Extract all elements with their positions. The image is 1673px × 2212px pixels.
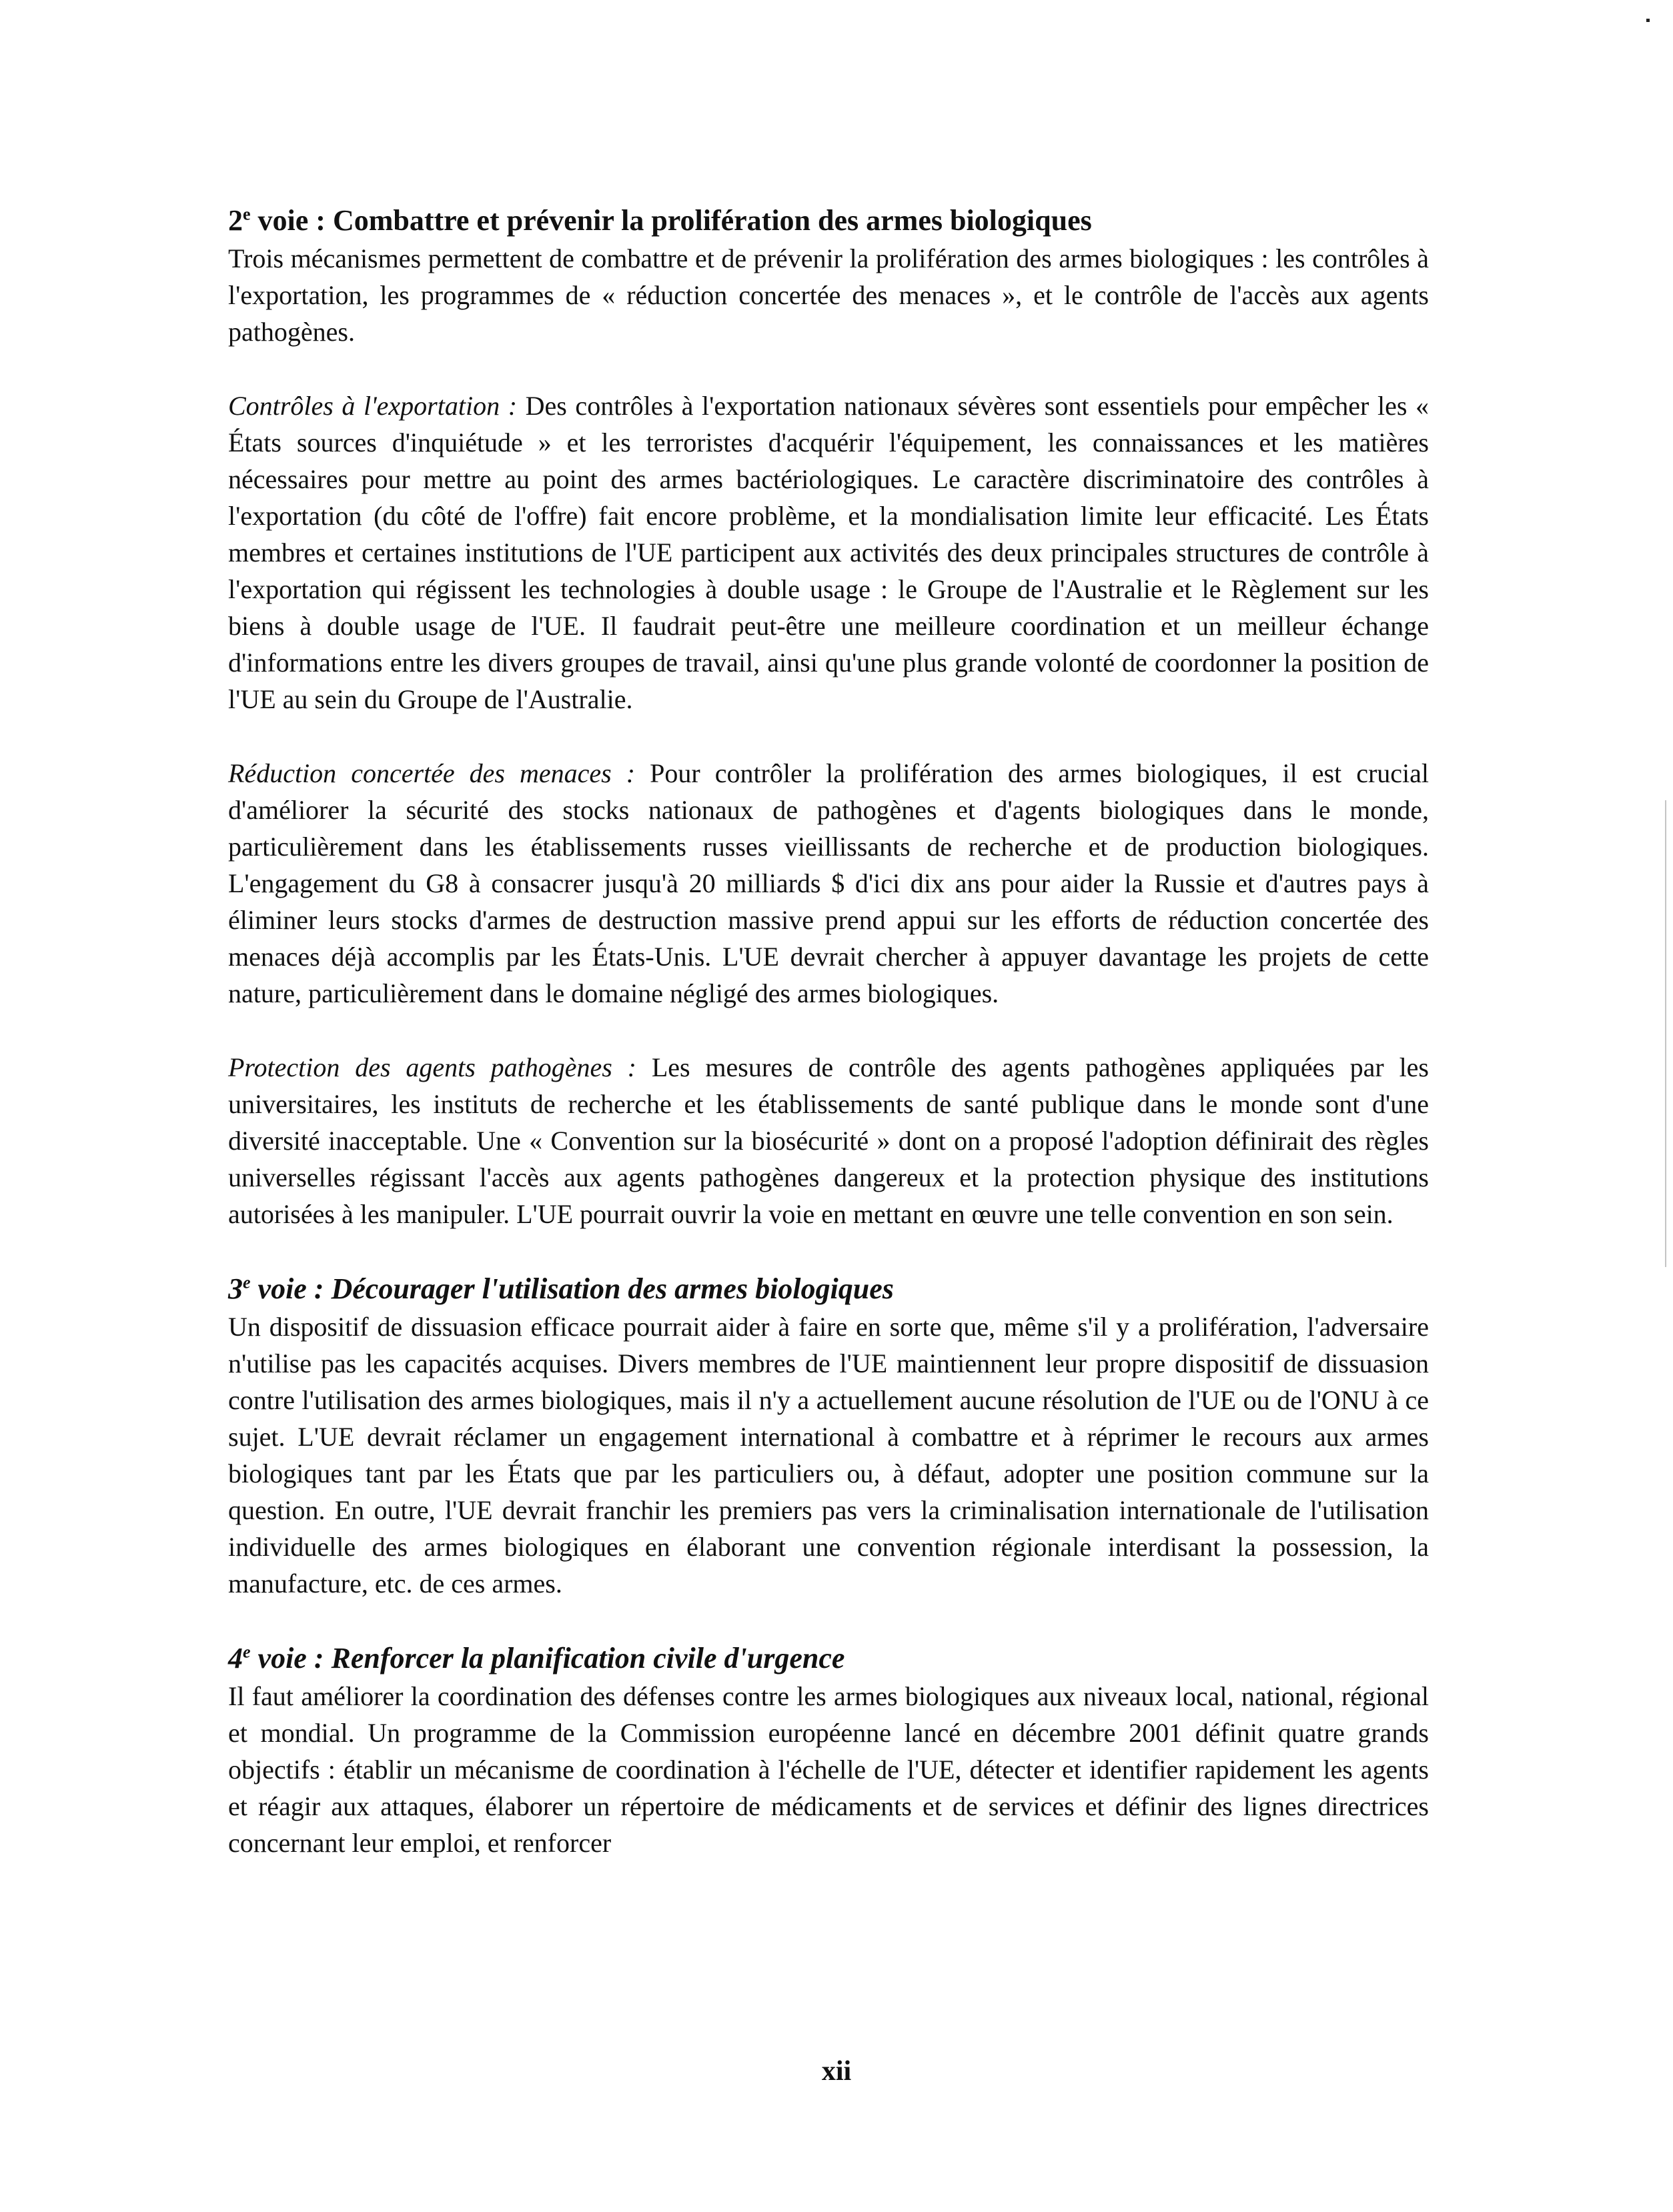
heading-superscript: e [243, 1272, 251, 1292]
export-controls-text: Des contrôles à l'exportation nationaux sévères sont essentiels pour empêcher les « États sources d'inquiétude » et les terroristes d'acquérir l'équipement, les connaissances et les matières nécessaires pour mettre au point des armes bactériologiques. Le caractère discriminatoire des contrôles à l'exportation (du côté de l'offre) fait encore problème, et la mondialisation limite leur efficacité. Les États membres et certaines institutions de l'UE participent aux activités des deux principales structures de contrôle à l'exportation qui régissent les technologies à double usage : le Groupe de l'Australie et le Règlement sur les biens à double usage de l'UE. Il faudrait peut-être une meilleure coordination et un meilleur échange d'informations entre les divers groupes de travail, ainsi qu'une plus grande volonté de coordonner la position de l'UE au sein du Groupe de l'Australie. [228, 391, 1429, 714]
scan-speck [1646, 19, 1650, 22]
section-4-text: Il faut améliorer la coordination des défenses contre les armes biologiques aux niveaux local, national, régional et mondial. Un programme de la Commission européenne lancé en décembre 2001 définit quatre grands objectifs : établir un mécanisme de coordination à l'échelle de l'UE, détecter et identifier rapidement les agents et réagir aux attaques, élaborer un répertoire de médicaments et de services et définir des lignes directrices concernant leur emploi, et renforcer [228, 1681, 1429, 1858]
pathogen-protection-paragraph [228, 1049, 1429, 1232]
heading-number: 4 [228, 1642, 243, 1675]
threat-reduction-label: Réduction concertée des menaces : [228, 758, 636, 788]
section-heading-3 [228, 1270, 1429, 1308]
pathogen-protection-text: Les mesures de contrôle des agents pathogènes appliquées par les universitaires, les instituts de recherche et les établissements de santé publique dans le monde sont d'une diversité inacceptable. Une « Convention sur la biosécurité » dont on a proposé l'adoption définirait des règles universelles régissant l'accès aux agents pathogènes dangereux et la protection physique des institutions autorisées à les manipuler. L'UE pourrait ouvrir la voie en mettant en œuvre une telle convention en son sein. [228, 1052, 1430, 1229]
document-body [228, 201, 1429, 1861]
threat-reduction-text: Pour contrôler la prolifération des armes biologiques, il est crucial d'améliorer la sécurité des stocks nationaux de pathogènes et d'agents biologiques dans le monde, particulièrement dans les établissements russes vieillissants de recherche et de production biologiques. L'engagement du G8 à consacrer jusqu'à 20 milliards $ d'ici dix ans pour aider la Russie et d'autres pays à éliminer leurs stocks d'armes de destruction massive prend appui sur les efforts de réduction concertée des menaces déjà accomplis par les États-Unis. L'UE devrait chercher à appuyer davantage les projets de cette nature, particulièrement dans le domaine négligé des armes biologiques. [228, 758, 1429, 1008]
scan-edge-line [1665, 800, 1666, 1267]
section-3-text: Un dispositif de dissuasion efficace pourrait aider à faire en sorte que, même s'il y a prolifération, l'adversaire n'utilise pas les capacités acquises. Divers membres de l'UE maintiennent leur propre dispositif de dissuasion contre l'utilisation des armes biologiques, mais il n'y a actuellement aucune résolution de l'UE ou de l'ONU à ce sujet. L'UE devrait réclamer un engagement international à combattre et à réprimer le recours aux armes biologiques tant par les États que par les particuliers ou, à défaut, adopter une position commune sur la question. En outre, l'UE devrait franchir les premiers pas vers la criminalisation internationale de l'utilisation individuelle des armes biologiques en élaborant une convention régionale interdisant la possession, la manufacture, etc. de ces armes. [228, 1312, 1429, 1598]
heading-number: 3 [228, 1272, 243, 1305]
export-controls-label: Contrôles à l'exportation : [228, 391, 518, 421]
section-heading-2 [228, 201, 1429, 240]
page-number: xii [821, 2056, 852, 2087]
threat-reduction-paragraph [228, 755, 1429, 1012]
heading-superscript: e [243, 204, 251, 224]
heading-text: voie : Combattre et prévenir la prolifération des armes biologiques [250, 204, 1092, 237]
heading-superscript: e [243, 1642, 251, 1662]
heading-text: voie : Décourager l'utilisation des armes biologiques [250, 1272, 894, 1305]
heading-number: 2 [228, 204, 243, 237]
section-2-intro: Trois mécanismes permettent de combattre et de prévenir la prolifération des armes biologiques : les contrôles à l'exportation, les programmes de « réduction concertée des menaces », et le contrôle de l'accès aux agents pathogènes. [228, 243, 1429, 347]
export-controls-paragraph [228, 387, 1429, 718]
pathogen-protection-label: Protection des agents pathogènes : [228, 1052, 636, 1082]
section-heading-4 [228, 1639, 1429, 1678]
heading-text: voie : Renforcer la planification civile d'urgence [250, 1642, 845, 1675]
